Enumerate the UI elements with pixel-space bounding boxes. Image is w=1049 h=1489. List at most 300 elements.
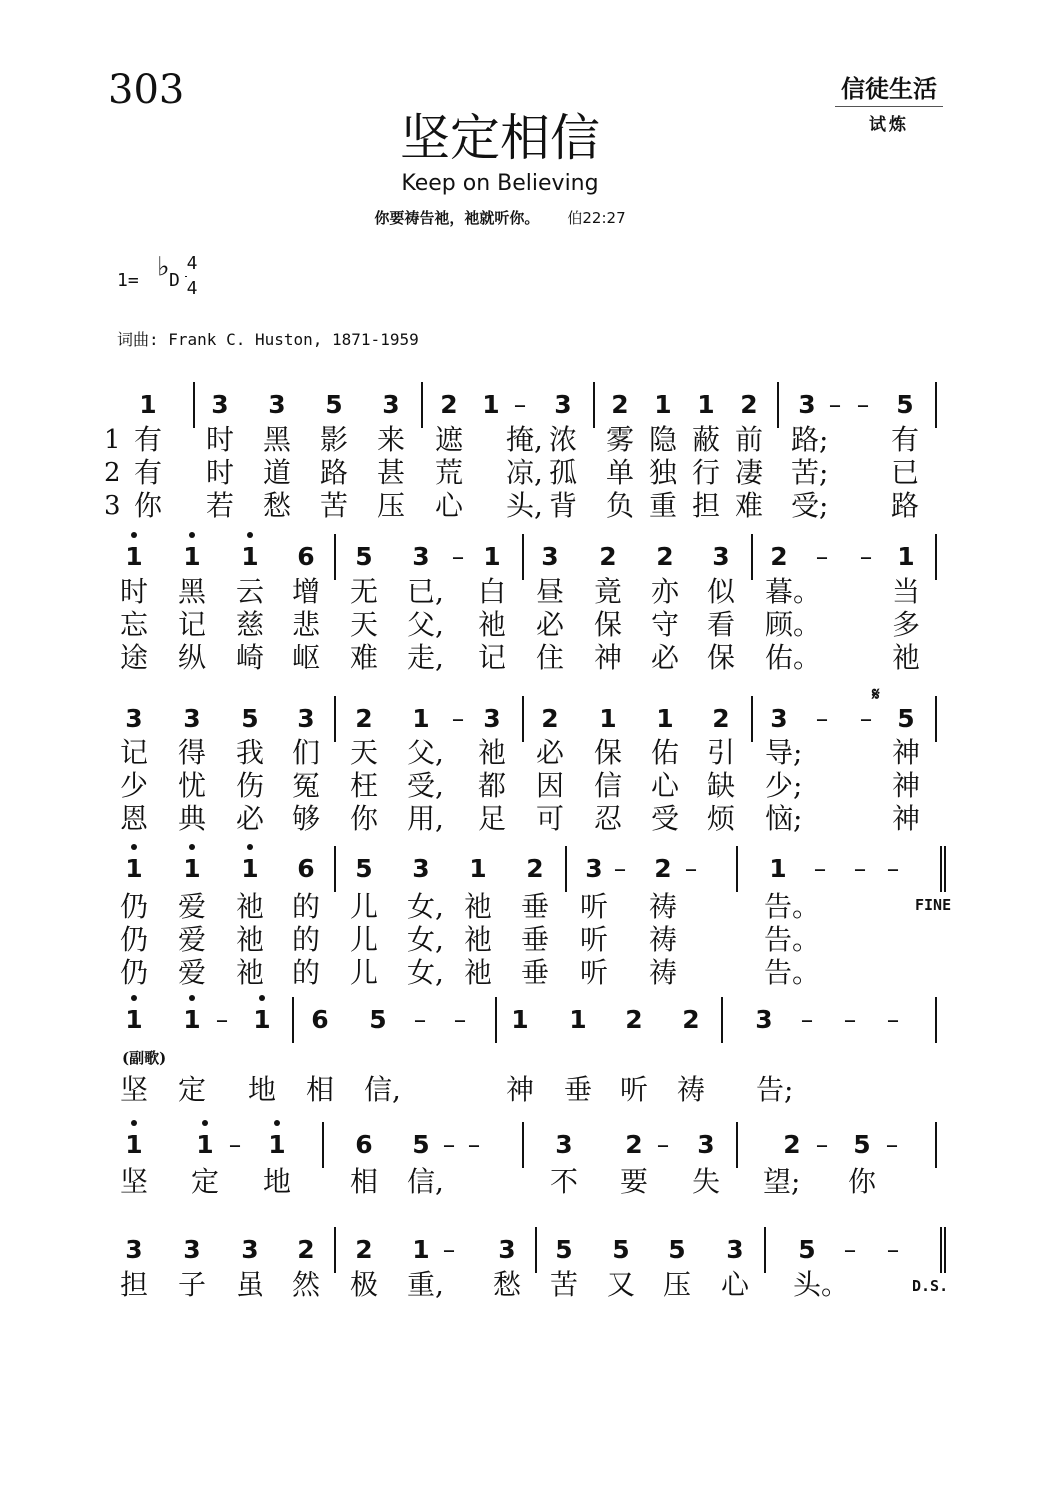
note: 1 xyxy=(235,852,265,886)
note: 5 xyxy=(369,1005,387,1034)
note: 2 xyxy=(712,704,730,733)
dash: – xyxy=(815,542,829,571)
lyric: 难 xyxy=(350,641,379,674)
lyric: 有 xyxy=(134,423,163,456)
barline xyxy=(522,1122,524,1168)
lyric: 恼; xyxy=(765,802,803,835)
lyric: 的 xyxy=(292,890,321,923)
lyric: 忘 xyxy=(120,608,149,641)
note: 2 xyxy=(526,854,544,883)
note: 1 xyxy=(469,854,487,883)
note: 1 xyxy=(697,390,715,419)
lyric: 仍 xyxy=(120,956,149,989)
note: 2 xyxy=(440,390,458,419)
note: 1 xyxy=(119,1003,149,1037)
lyric: 重, xyxy=(407,1268,444,1301)
lyric: 地 xyxy=(248,1073,277,1106)
note: 3 xyxy=(554,390,572,419)
lyric: 信, xyxy=(364,1073,401,1106)
barline xyxy=(322,1122,324,1168)
lyric: 雾 xyxy=(606,423,635,456)
barline xyxy=(334,534,336,580)
lyric: 祂 xyxy=(464,956,493,989)
note: 5 xyxy=(412,1130,430,1159)
note: 5 xyxy=(355,854,373,883)
lyric: 浓 xyxy=(549,423,578,456)
lyric: 掩, xyxy=(506,423,543,456)
lyric: 保 xyxy=(594,608,623,641)
verse-reference: 伯22:27 xyxy=(567,209,626,227)
lyric: 地 xyxy=(263,1165,292,1198)
note: 3 xyxy=(483,704,501,733)
barline xyxy=(736,846,738,892)
barline xyxy=(721,997,723,1043)
lyric: 枉 xyxy=(350,769,379,802)
fine-mark: FINE xyxy=(915,896,952,914)
barline xyxy=(334,696,336,742)
lyric: 行 xyxy=(692,456,721,489)
lyric: 遮 xyxy=(435,423,464,456)
lyric: 守 xyxy=(651,608,680,641)
key-prefix: 1= xyxy=(117,270,139,291)
lyric: 无 xyxy=(350,575,379,608)
note: 5 xyxy=(325,390,343,419)
key-signature xyxy=(117,250,227,310)
lyric: 定 xyxy=(178,1073,207,1106)
note: 1 xyxy=(569,1005,587,1034)
lyric: 告; xyxy=(756,1073,794,1106)
note: 2 xyxy=(541,704,559,733)
lyric: 儿 xyxy=(350,956,379,989)
lyric: 伤 xyxy=(236,769,265,802)
dash: – xyxy=(613,854,627,883)
lyric: 够 xyxy=(292,802,321,835)
lyric: 竟 xyxy=(594,575,623,608)
lyric: 女, xyxy=(407,890,444,923)
lyric: 祷 xyxy=(649,956,678,989)
lyric: 崎 xyxy=(236,641,265,674)
note: 1 xyxy=(769,854,787,883)
lyric: 佑。 xyxy=(765,641,822,674)
lyric: 望; xyxy=(763,1165,801,1198)
refrain-label: (副歌) xyxy=(122,1049,167,1067)
note: 3 xyxy=(498,1235,516,1264)
lyric: 天 xyxy=(350,736,379,769)
note: 1 xyxy=(177,852,207,886)
barline xyxy=(777,382,779,428)
dash: – xyxy=(859,542,873,571)
note: 2 xyxy=(654,854,672,883)
dash: – xyxy=(886,1235,900,1264)
verse-number: 1 xyxy=(104,425,121,455)
note: 3 xyxy=(585,854,603,883)
category-label: 信徒生活 xyxy=(835,72,943,107)
lyric: 时 xyxy=(120,575,149,608)
lyric: 保 xyxy=(594,736,623,769)
note: 1 xyxy=(190,1128,220,1162)
lyric: 要 xyxy=(620,1165,649,1198)
note: 1 xyxy=(235,540,265,574)
lyric: 路; xyxy=(791,423,829,456)
dash: – xyxy=(886,854,900,883)
dash: – xyxy=(513,390,527,419)
lyric: 我 xyxy=(236,736,265,769)
time-signature xyxy=(185,251,199,301)
dash: – xyxy=(856,390,870,419)
lyric: 子 xyxy=(178,1268,207,1301)
note: 5 xyxy=(241,704,259,733)
lyric: 神 xyxy=(506,1073,535,1106)
note: 3 xyxy=(712,542,730,571)
lyric: 祂 xyxy=(464,890,493,923)
note: 5 xyxy=(897,704,915,733)
note: 3 xyxy=(183,704,201,733)
dash: – xyxy=(453,1005,467,1034)
note: 1 xyxy=(511,1005,529,1034)
note: 3 xyxy=(241,1235,259,1264)
dash: – xyxy=(853,854,867,883)
lyric: 心 xyxy=(435,489,464,522)
barline xyxy=(935,1122,937,1168)
lyric: 已 xyxy=(891,456,920,489)
note: 3 xyxy=(798,390,816,419)
verse-text: 你要祷告祂，祂就听你。 xyxy=(374,209,540,227)
lyric: 听 xyxy=(580,890,609,923)
lyric: 因 xyxy=(536,769,565,802)
lyric: 祷 xyxy=(649,890,678,923)
lyric: 昼 xyxy=(536,575,565,608)
barline xyxy=(292,997,294,1043)
lyric: 用, xyxy=(407,802,444,835)
note: 1 xyxy=(482,390,500,419)
lyric: 隐 xyxy=(649,423,678,456)
lyric: 来 xyxy=(377,423,406,456)
lyric: 难 xyxy=(735,489,764,522)
lyric: 走, xyxy=(407,641,444,674)
lyric: 相 xyxy=(306,1073,335,1106)
lyric: 已, xyxy=(407,575,444,608)
hymn-title: 坚定相信 xyxy=(400,109,600,167)
lyric: 爱 xyxy=(178,890,207,923)
lyric: 又 xyxy=(607,1268,636,1301)
lyric: 神 xyxy=(892,736,921,769)
lyric: 苦 xyxy=(550,1268,579,1301)
note: 3 xyxy=(755,1005,773,1034)
lyric: 祂 xyxy=(892,641,921,674)
lyric: 忍 xyxy=(594,802,623,835)
barline xyxy=(522,696,524,742)
lyric: 影 xyxy=(320,423,349,456)
lyric: 神 xyxy=(594,641,623,674)
lyric: 若 xyxy=(206,489,235,522)
lyric: 担 xyxy=(120,1268,149,1301)
note: 2 xyxy=(625,1130,643,1159)
lyric: 告。 xyxy=(764,956,821,989)
note: 5 xyxy=(853,1130,871,1159)
lyric: 时 xyxy=(206,423,235,456)
lyric: 儿 xyxy=(350,890,379,923)
barline xyxy=(935,696,937,742)
lyric: 神 xyxy=(892,769,921,802)
lyric: 纵 xyxy=(178,641,207,674)
note: 1 xyxy=(654,390,672,419)
verse-number: 3 xyxy=(104,491,121,521)
lyric: 相 xyxy=(350,1165,379,1198)
lyric: 不 xyxy=(550,1165,579,1198)
lyric: 黑 xyxy=(263,423,292,456)
lyric: 住 xyxy=(536,641,565,674)
lyric: 暮。 xyxy=(765,575,822,608)
lyric: 冤 xyxy=(292,769,321,802)
barline xyxy=(522,534,524,580)
note: 6 xyxy=(297,542,315,571)
note: 3 xyxy=(412,854,430,883)
time-bottom: 4 xyxy=(186,278,198,299)
flat-icon: ♭ xyxy=(155,250,172,283)
lyric: 苦 xyxy=(320,489,349,522)
lyric: 慈 xyxy=(236,608,265,641)
dash: – xyxy=(684,854,698,883)
lyric: 告。 xyxy=(764,923,821,956)
note: 1 xyxy=(412,704,430,733)
lyric: 爱 xyxy=(178,923,207,956)
note: 3 xyxy=(211,390,229,419)
lyric: 愁 xyxy=(263,489,292,522)
dash: – xyxy=(886,1005,900,1034)
note: 2 xyxy=(355,1235,373,1264)
dash: – xyxy=(815,704,829,733)
lyric: 当 xyxy=(892,575,921,608)
lyric: 路 xyxy=(891,489,920,522)
lyric: 女, xyxy=(407,956,444,989)
lyric: 黑 xyxy=(178,575,207,608)
scripture-verse xyxy=(0,206,1000,230)
lyric: 有 xyxy=(891,423,920,456)
lyric: 垂 xyxy=(521,956,550,989)
lyric: 告。 xyxy=(764,890,821,923)
lyric: 记 xyxy=(120,736,149,769)
note: 2 xyxy=(625,1005,643,1034)
lyric: 受 xyxy=(651,802,680,835)
note: 3 xyxy=(125,1235,143,1264)
dash: – xyxy=(813,854,827,883)
lyric: 神 xyxy=(892,802,921,835)
note: 3 xyxy=(555,1130,573,1159)
barline xyxy=(935,534,937,580)
lyric: 受; xyxy=(791,489,829,522)
note: 1 xyxy=(262,1128,292,1162)
lyric: 负 xyxy=(606,489,635,522)
lyric: 有 xyxy=(134,456,163,489)
lyric: 你 xyxy=(848,1165,877,1198)
dash: – xyxy=(442,1235,456,1264)
note: 3 xyxy=(541,542,559,571)
lyric: 凄 xyxy=(735,456,764,489)
lyric: 心 xyxy=(721,1268,750,1301)
note: 5 xyxy=(555,1235,573,1264)
barline xyxy=(334,846,336,892)
note: 3 xyxy=(412,542,430,571)
lyric: 佑 xyxy=(651,736,680,769)
lyric: 典 xyxy=(178,802,207,835)
lyric: 少; xyxy=(765,769,803,802)
final-barline xyxy=(940,846,946,892)
lyric: 头。 xyxy=(793,1268,850,1301)
lyric: 时 xyxy=(206,456,235,489)
lyric: 前 xyxy=(735,423,764,456)
barline xyxy=(421,382,423,428)
lyric: 必 xyxy=(536,608,565,641)
barline xyxy=(764,1227,766,1273)
final-barline xyxy=(940,1227,946,1273)
note: 3 xyxy=(183,1235,201,1264)
lyric: 烦 xyxy=(707,802,736,835)
note: 6 xyxy=(311,1005,329,1034)
lyric: 甚 xyxy=(377,456,406,489)
hymn-number: 303 xyxy=(108,67,185,113)
lyric: 虽 xyxy=(236,1268,265,1301)
lyric: 仍 xyxy=(120,890,149,923)
lyric: 背 xyxy=(549,489,578,522)
note: 1 xyxy=(897,542,915,571)
note: 3 xyxy=(697,1130,715,1159)
lyric: 必 xyxy=(236,802,265,835)
lyric: 顾。 xyxy=(765,608,822,641)
lyric: 单 xyxy=(606,456,635,489)
lyric: 坚 xyxy=(120,1165,149,1198)
time-top: 4 xyxy=(186,253,198,274)
note: 5 xyxy=(612,1235,630,1264)
note: 3 xyxy=(726,1235,744,1264)
barline xyxy=(736,1122,738,1168)
note: 6 xyxy=(297,854,315,883)
lyric: 得 xyxy=(178,736,207,769)
note: 3 xyxy=(268,390,286,419)
dash: – xyxy=(828,390,842,419)
barline xyxy=(334,1227,336,1273)
note: 2 xyxy=(355,704,373,733)
barline xyxy=(935,382,937,428)
lyric: 听 xyxy=(580,956,609,989)
lyric: 的 xyxy=(292,956,321,989)
lyric: 听 xyxy=(620,1073,649,1106)
dash: – xyxy=(843,1005,857,1034)
lyric: 都 xyxy=(478,769,507,802)
lyric: 祂 xyxy=(236,956,265,989)
dash: – xyxy=(228,1130,242,1159)
key-note: D xyxy=(169,270,180,291)
note: 2 xyxy=(783,1130,801,1159)
lyric: 必 xyxy=(536,736,565,769)
lyric: 亦 xyxy=(651,575,680,608)
lyric: 荒 xyxy=(435,456,464,489)
note: 2 xyxy=(297,1235,315,1264)
subcategory-label: 试炼 xyxy=(869,115,909,135)
lyric: 可 xyxy=(536,802,565,835)
note: 5 xyxy=(668,1235,686,1264)
note: 2 xyxy=(682,1005,700,1034)
lyric: 父, xyxy=(407,608,444,641)
lyric: 忧 xyxy=(178,769,207,802)
note: 1 xyxy=(119,540,149,574)
dash: – xyxy=(451,704,465,733)
dash: – xyxy=(656,1130,670,1159)
lyric: 们 xyxy=(292,736,321,769)
lyric: 祂 xyxy=(478,736,507,769)
lyric: 引 xyxy=(707,736,736,769)
lyric: 受, xyxy=(407,769,444,802)
lyric: 路 xyxy=(320,456,349,489)
dash: – xyxy=(413,1005,427,1034)
lyric: 祷 xyxy=(677,1073,706,1106)
lyric: 蔽 xyxy=(692,423,721,456)
lyric: 看 xyxy=(707,608,736,641)
lyric: 垂 xyxy=(521,890,550,923)
note: 2 xyxy=(599,542,617,571)
note: 1 xyxy=(177,540,207,574)
lyric: 增 xyxy=(292,575,321,608)
lyric: 压 xyxy=(663,1268,692,1301)
note: 1 xyxy=(656,704,674,733)
lyric: 垂 xyxy=(564,1073,593,1106)
lyric: 记 xyxy=(178,608,207,641)
dash: – xyxy=(815,1130,829,1159)
lyric: 孤 xyxy=(549,456,578,489)
dash: – xyxy=(451,542,465,571)
lyric: 极 xyxy=(350,1268,379,1301)
lyric: 祂 xyxy=(478,608,507,641)
hymn-title-english: Keep on Believing xyxy=(401,171,599,196)
lyric: 记 xyxy=(478,641,507,674)
note: 2 xyxy=(740,390,758,419)
note: 5 xyxy=(798,1235,816,1264)
lyric: 必 xyxy=(651,641,680,674)
lyric: 道 xyxy=(263,456,292,489)
barline xyxy=(535,1227,537,1273)
segno-icon: 𝄋 xyxy=(872,684,880,705)
lyric: 女, xyxy=(407,923,444,956)
lyric: 途 xyxy=(120,641,149,674)
lyric: 儿 xyxy=(350,923,379,956)
lyric: 听 xyxy=(580,923,609,956)
note: 5 xyxy=(896,390,914,419)
lyric: 祂 xyxy=(464,923,493,956)
dash: – xyxy=(467,1130,481,1159)
note: 1 xyxy=(119,1128,149,1162)
lyric: 凉, xyxy=(506,456,543,489)
lyric: 祂 xyxy=(236,923,265,956)
note: 1 xyxy=(119,852,149,886)
lyric: 头, xyxy=(506,489,543,522)
lyric: 你 xyxy=(134,489,163,522)
lyric: 保 xyxy=(707,641,736,674)
note: 3 xyxy=(297,704,315,733)
dash: – xyxy=(885,1130,899,1159)
lyric: 爱 xyxy=(178,956,207,989)
note: 6 xyxy=(355,1130,373,1159)
lyric: 导; xyxy=(765,736,803,769)
barline xyxy=(593,382,595,428)
lyric: 祂 xyxy=(236,890,265,923)
lyric: 失 xyxy=(692,1165,721,1198)
lyric: 独 xyxy=(649,456,678,489)
lyric: 足 xyxy=(478,802,507,835)
lyric: 你 xyxy=(350,802,379,835)
lyric: 多 xyxy=(892,608,921,641)
lyric: 坚 xyxy=(120,1073,149,1106)
note: 3 xyxy=(382,390,400,419)
note: 2 xyxy=(656,542,674,571)
